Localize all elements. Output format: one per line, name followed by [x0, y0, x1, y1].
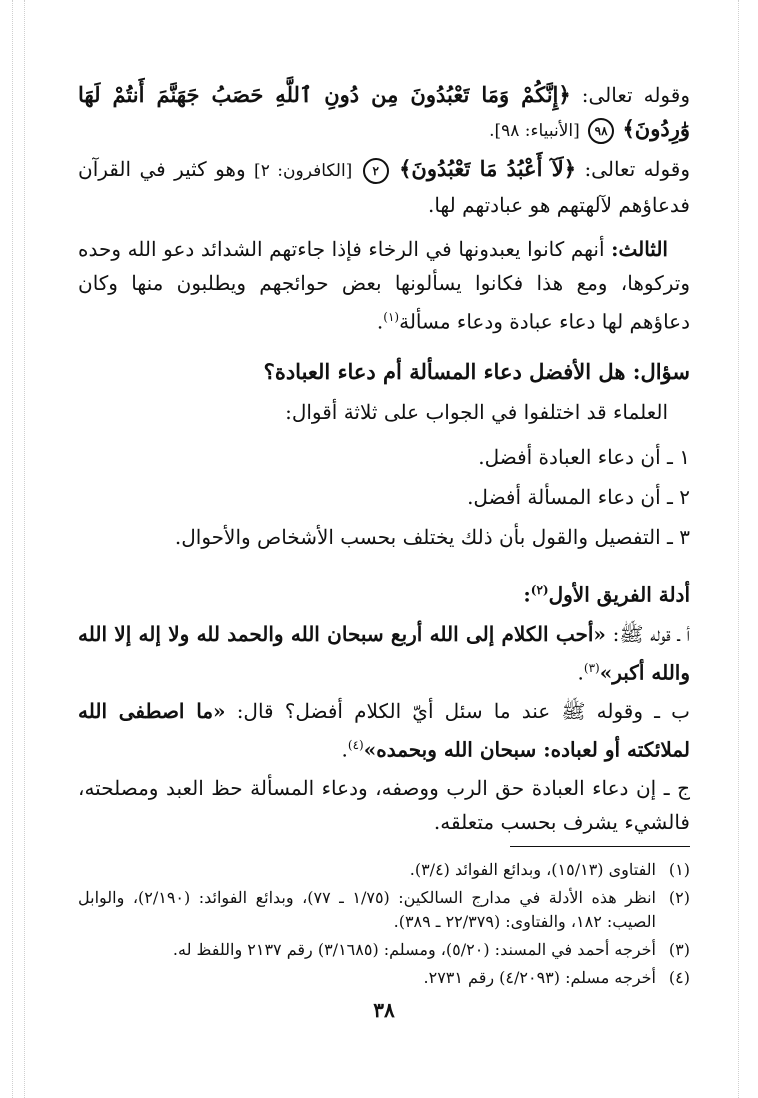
- verse-reference: [الكافرون: ٢]: [254, 161, 353, 181]
- answer-intro: العلماء قد اختلفوا في الجواب على ثلاثة أقوال:: [285, 399, 668, 424]
- quran-verse: ﴿لَآ أَعْبُدُ مَا تَعْبُدُونَ﴾: [399, 156, 577, 181]
- gutter-line: [12, 0, 13, 1098]
- question-heading: سؤال: هل الأفضل دعاء المسألة أم دعاء العبادة؟: [263, 358, 690, 384]
- page-number: ٣٨: [373, 998, 395, 1022]
- footnote-ref: (١): [383, 310, 400, 324]
- gutter-line: [738, 0, 739, 1098]
- footnote-number: (٢): [668, 888, 690, 907]
- opinion-item: ٢ ـ أن دعاء المسألة أفضل.: [467, 484, 690, 509]
- opinion-item: ٣ ـ التفصيل والقول بأن ذلك يختلف بحسب الأشخاص والأحوال.: [174, 524, 690, 549]
- evidence-heading: أدلة الفريق الأول$^{(٢)}$:: [523, 582, 690, 607]
- footnote-ref: (٤): [347, 737, 364, 752]
- evidence-c: ج ـ إن دعاء العبادة حق الرب ووصفه، ودعاء المسألة حظ العبد ومصلحته، فالشيء يشرف بحسب متعلقه.: [78, 775, 690, 834]
- gutter-line: [24, 0, 25, 1098]
- footnotes: [78, 858, 690, 994]
- hadith-text: «أحب الكلام إلى الله أربع سبحان الله والحمد لله ولا إله إلا الله والله أكبر»: [78, 622, 690, 685]
- evidence-b: ب ـ وقوله ﷺ عند ما سئل أيّ الكلام أفضل؟ قال: «ما اصطفى الله لملائكته أو لعباده: سبحان الله وبحمده»$^{(٤)}$.: [78, 698, 690, 762]
- hadith-text: «ما اصطفى الله لملائكته أو لعباده: سبحان الله وبحمده»: [78, 698, 690, 762]
- footnote-number: (٣): [668, 940, 690, 959]
- paragraph-third: الثالث: أنهم كانوا يعبدونها في الرخاء فإذا جاءتهم الشدائد دعو الله وحده وتركوها، ومع هذا فكانوا يسألونها بعض حوائجهم ويطلبون منها وكان دعاؤهم لها دعاء عبادة ودعاء مسألة$^{(١)}$.: [78, 237, 690, 334]
- verse-intro: وقوله تعالى:: [570, 83, 690, 107]
- footnote: [78, 886, 690, 934]
- verse-intro: وقوله تعالى:: [576, 157, 691, 181]
- footnote-ref: (٣): [583, 661, 600, 676]
- ayah-number-mark: ٢: [363, 158, 389, 184]
- footnote: [78, 858, 690, 882]
- footnote-text: الفتاوى (١٥/١٣)، وبدائع الفوائد (٣/٤).: [409, 860, 656, 879]
- footnote-text: انظر هذه الأدلة في مدارج السالكين: (١/٧٥ ـ ٧٧)، وبدائع الفوائد: (٢/١٩٠)، والوابل الصيب: ١٨٢، والفتاوى: (٢٢/٣٧٩ ـ ٣٨٩).: [78, 888, 657, 931]
- footnote-separator: [510, 846, 690, 847]
- footnote-number: (١): [668, 860, 690, 879]
- paragraph-verse-anbiya: [78, 78, 690, 148]
- paragraph-verse-kafirun: [78, 152, 690, 222]
- footnote-number: (٤): [668, 968, 690, 987]
- footnote: [78, 966, 690, 990]
- verse-reference: [الأنبياء: ٩٨].: [489, 121, 580, 141]
- quran-verse: ﴿إِنَّكُمْ وَمَا تَعْبُدُونَ مِن دُونِ ٱللَّهِ حَصَبُ جَهَنَّمَ أَنتُمْ لَهَا وَٰرِدُونَ﴾: [78, 82, 690, 141]
- opinion-item: ١ ـ أن دعاء العبادة أفضل.: [478, 444, 690, 469]
- evidence-a: أ ـ قوله ﷺ: «أحب الكلام إلى الله أربع سبحان الله والحمد لله ولا إله إلا الله والله أكبر»$^{(٣)}$.: [78, 622, 690, 685]
- footnote-text: أخرجه أحمد في المسند: (٥/٢٠)، ومسلم: (٣/١٦٨٥) رقم ٢١٣٧ واللفظ له.: [172, 940, 656, 959]
- footnote-text: أخرجه مسلم: (٤/٢٠٩٣) رقم ٢٧٣١.: [423, 968, 656, 987]
- paragraph-text: وهو كثير في القرآن فدعاؤهم لآلهتهم هو عبادتهم لها.: [78, 157, 690, 217]
- ayah-number-mark: ٩٨: [588, 118, 614, 144]
- footnote: [78, 938, 690, 962]
- evidence-prefix: ب ـ وقوله ﷺ عند ما سئل أيّ الكلام أفضل؟ قال:: [225, 698, 690, 723]
- evidence-prefix: أ ـ قوله ﷺ:: [605, 622, 690, 647]
- evidence-heading-text: أدلة الفريق الأول: [548, 582, 690, 607]
- book-page: [78, 78, 690, 1058]
- paragraph-label: الثالث:: [611, 237, 668, 261]
- paragraph-text: أنهم كانوا يعبدونها في الرخاء فإذا جاءتهم الشدائد دعو الله وحده وتركوها، ومع هذا فكانوا يسألونها بعض حوائجهم ويطلبون منها وكان دعاؤهم لها دعاء عبادة ودعاء مسألة: [78, 237, 690, 334]
- footnote-ref: (٢): [530, 582, 549, 597]
